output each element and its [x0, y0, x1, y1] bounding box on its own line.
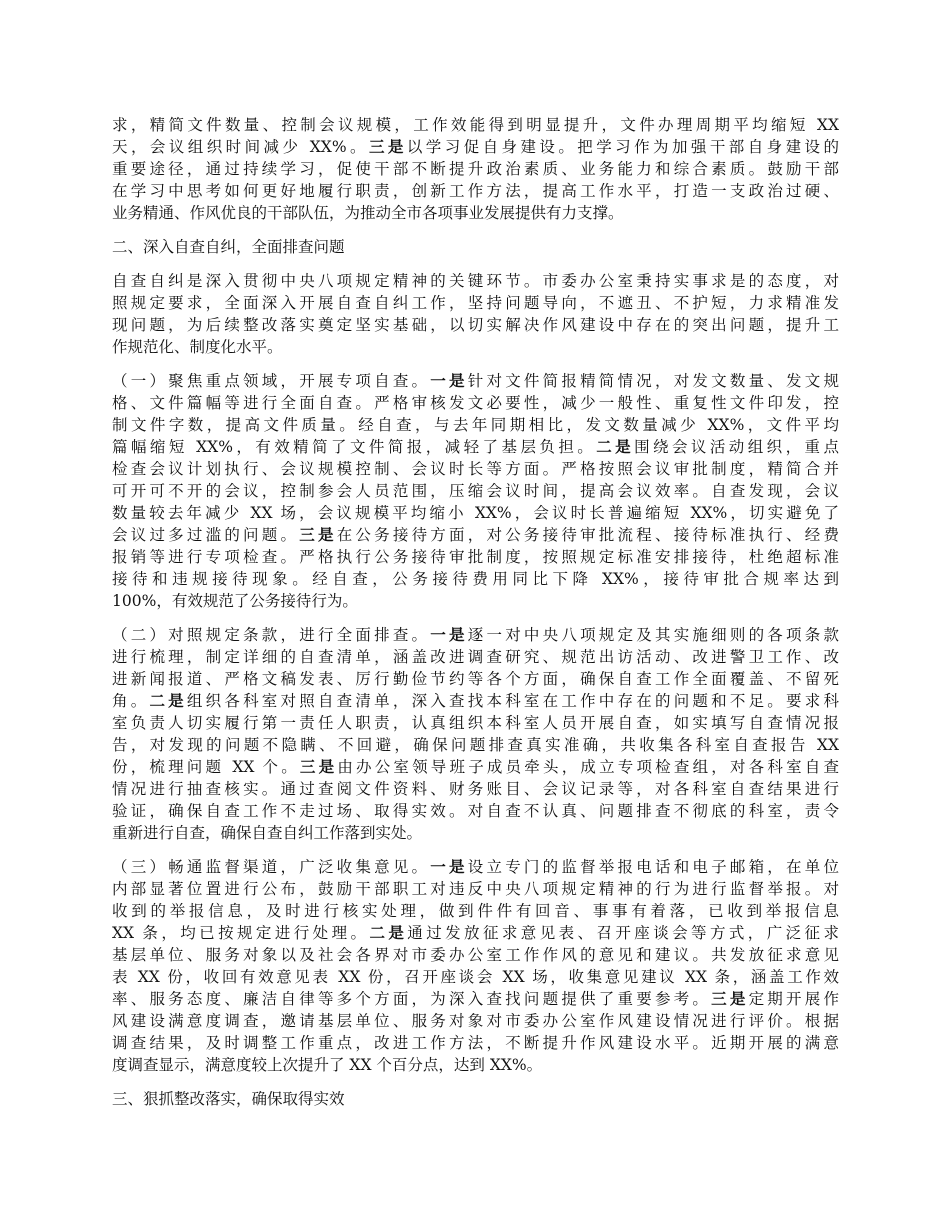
text-line	[112, 370, 839, 392]
body-paragraph	[112, 370, 839, 612]
text-run: 告，对发现的问题不隐瞒、不回避，确保问题排查真实准确，共收集各科室自查报告 XX	[112, 736, 839, 754]
text-line	[112, 546, 839, 568]
section-heading	[112, 236, 839, 258]
emphasis-text: 二是	[149, 691, 187, 710]
text-line	[112, 756, 839, 778]
text-run: 三、狠抓整改落实，确保取得实效	[112, 1090, 345, 1108]
text-line	[112, 1032, 839, 1054]
text-run: 角。	[112, 692, 150, 710]
text-line	[112, 480, 839, 502]
text-run: 调查结果，及时调整工作重点，改进工作方法，不断提升作风建设水平。近期开展的满意	[112, 1034, 839, 1052]
text-run: 通过发放征求意见表、召开座谈会等方式，广泛征求	[407, 924, 839, 942]
text-line	[112, 878, 839, 900]
text-run: 份，梳理问题 XX 个。	[112, 758, 300, 776]
text-line	[112, 734, 839, 756]
text-line	[112, 136, 839, 158]
text-line	[112, 690, 839, 712]
emphasis-text: 三是	[299, 525, 337, 544]
text-line	[112, 778, 839, 800]
text-line	[112, 624, 839, 646]
text-run: 度调查显示，满意度较上次提升了 XX 个百分点，达到 XX%。	[112, 1056, 543, 1074]
emphasis-text: 一是	[430, 625, 468, 644]
text-run: 由办公室领导班子成员牵头，成立专项检查组，对各科室自查	[337, 758, 839, 776]
text-line	[112, 1054, 839, 1076]
text-line	[112, 800, 839, 822]
text-line	[112, 502, 839, 524]
text-line	[112, 202, 839, 224]
text-line	[112, 668, 839, 690]
text-run: 验证，确保自查工作不走过场、取得实效。对自查不认真、问题排查不彻底的科室，责令	[112, 802, 839, 820]
text-run: 接待和违规接待现象。经自查，公务接待费用同比下降 XX%，接待审批合规率达到	[112, 570, 839, 588]
text-run: 逐一对中央八项规定及其实施细则的各项条款	[467, 626, 839, 644]
text-line	[112, 822, 839, 844]
text-run: 作规范化、制度化水平。	[112, 338, 283, 356]
text-line	[112, 856, 839, 878]
text-line	[112, 292, 839, 314]
body-paragraph	[112, 270, 839, 358]
text-line	[112, 336, 839, 358]
text-run: 进新闻报道、严格文稿发表、厉行勤俭节约等各个方面，确保自查工作全面覆盖、不留死	[112, 670, 839, 688]
text-line	[112, 270, 839, 292]
emphasis-text: 一是	[430, 857, 468, 876]
text-run: 以学习促自身建设。把学习作为加强干部自身建设的	[406, 138, 839, 156]
emphasis-text: 二是	[369, 923, 408, 942]
text-line	[112, 590, 839, 612]
text-run: 可开可不开的会议，控制参会人员范围，压缩会议时间，提高会议效率。自查发现，会议	[112, 482, 839, 500]
text-run: 室负责人切实履行第一责任人职责，认真组织本科室人员开展自查，如实填写自查情况报	[112, 714, 839, 732]
text-line	[112, 314, 839, 336]
text-run: XX 条，均已按规定进行处理。	[112, 924, 370, 942]
text-run: 重新进行自查，确保自查自纠工作落到实处。	[112, 824, 423, 842]
text-run: 重要途径，通过持续学习，促使干部不断提升政治素质、业务能力和综合素质。鼓励干部	[112, 160, 839, 178]
emphasis-text: 二是	[596, 437, 635, 456]
text-run: 现问题，为后续整改落实奠定坚实基础，以切实解决作风建设中存在的突出问题，提升工	[112, 316, 839, 334]
text-line	[112, 114, 839, 136]
text-line	[112, 712, 839, 734]
section-heading	[112, 1088, 839, 1110]
text-run: 100%，有效规范了公务接待行为。	[112, 592, 358, 610]
text-run: （二）对照规定条款，进行全面排查。	[112, 626, 431, 644]
emphasis-text: 三是	[368, 137, 407, 156]
text-run: 自查自纠是深入贯彻中央八项规定精神的关键环节。市委办公室秉持实事求是的态度，对	[112, 272, 839, 290]
text-run: 二、深入自查自纠，全面排查问题	[112, 238, 345, 256]
text-run: 情况进行抽查核实。通过查阅文件资料、财务账目、会议记录等，对各科室自查结果进行	[112, 780, 839, 798]
text-line	[112, 1010, 839, 1032]
text-line	[112, 458, 839, 480]
text-run: 报销等进行专项检查。严格执行公务接待审批制度，按照规定标准安排接待，杜绝超标准	[112, 548, 839, 566]
emphasis-text: 三是	[299, 757, 338, 776]
text-run: 组织各科室对照自查清单，深入查找本科室在工作中存在的问题和不足。要求科	[186, 692, 839, 710]
text-line	[112, 392, 839, 414]
text-run: 篇幅缩短 XX%，有效精简了文件简报，减轻了基层负担。	[112, 438, 597, 456]
text-run: 针对文件简报精简情况，对发文数量、发文规	[467, 372, 839, 390]
text-run: 业务精通、作风优良的干部队伍，为推动全市各项事业发展提供有力支撑。	[112, 204, 624, 222]
text-run: 照规定要求，全面深入开展自查自纠工作，坚持问题导向，不遮丑、不护短，力求精准发	[112, 294, 839, 312]
text-run: 表 XX 份，收回有效意见表 XX 份，召开座谈会 XX 场，收集意见建议 XX 条，涵盖工作效	[112, 968, 839, 986]
text-run: 检查会议计划执行、会议规模控制、会议时长等方面。严格按照会议审批制度，精简合并	[112, 460, 839, 478]
body-paragraph	[112, 624, 839, 844]
text-line	[112, 944, 839, 966]
text-line	[112, 180, 839, 202]
text-line	[112, 436, 839, 458]
text-line	[112, 966, 839, 988]
text-run: 格、文件篇幅等进行全面自查。严格审核发文必要性，减少一般性、重复性文件印发，控	[112, 394, 839, 412]
text-run: 会议过多过滥的问题。	[112, 526, 300, 544]
text-run: 围绕会议活动组织，重点	[634, 438, 839, 456]
text-run: 在公务接待方面，对公务接待审批流程、接待标准执行、经费	[336, 526, 839, 544]
text-run: 求，精简文件数量、控制会议规模，工作效能得到明显提升，文件办理周期平均缩短 XX	[112, 116, 839, 134]
text-line	[112, 900, 839, 922]
text-run: 天，会议组织时间减少 XX%。	[112, 138, 369, 156]
document-body	[112, 114, 839, 1122]
text-run: 基层单位、服务对象以及社会各界对市委办公室工作作风的意见和建议。共发放征求意见	[112, 946, 839, 964]
text-run: 数量较去年减少 XX 场，会议规模平均缩小 XX%，会议时长普遍缩短 XX%，切实避免了	[112, 504, 839, 522]
text-line	[112, 524, 839, 546]
body-paragraph	[112, 856, 839, 1076]
text-run: 定期开展作	[748, 990, 839, 1008]
text-line	[112, 922, 839, 944]
emphasis-text: 三是	[711, 989, 749, 1008]
text-run: 收到的举报信息，及时进行核实处理，做到件件有回音、事事有着落，已收到举报信息	[112, 902, 839, 920]
text-run: 在学习中思考如何更好地履行职责，创新工作方法，提高工作水平，打造一支政治过硬、	[112, 182, 839, 200]
text-line	[112, 236, 839, 258]
text-line	[112, 1088, 839, 1110]
text-run: 率、服务态度、廉洁自律等多个方面，为深入查找问题提供了重要参考。	[112, 990, 712, 1008]
body-paragraph	[112, 114, 839, 224]
text-run: 内部显著位置进行公布，鼓励干部职工对违反中央八项规定精神的行为进行监督举报。对	[112, 880, 839, 898]
text-run: （三）畅通监督渠道，广泛收集意见。	[112, 858, 431, 876]
text-line	[112, 988, 839, 1010]
text-run: 风建设满意度调查，邀请基层单位、服务对象对市委办公室作风建设情况进行评价。根据	[112, 1012, 839, 1030]
text-line	[112, 414, 839, 436]
emphasis-text: 一是	[430, 371, 468, 390]
text-line	[112, 646, 839, 668]
text-line	[112, 568, 839, 590]
text-run: 制文件字数，提高文件质量。经自查，与去年同期相比，发文数量减少 XX%，文件平均	[112, 416, 839, 434]
text-run: （一）聚焦重点领域，开展专项自查。	[112, 372, 431, 390]
text-line	[112, 158, 839, 180]
text-run: 设立专门的监督举报电话和电子邮箱，在单位	[467, 858, 839, 876]
text-run: 进行梳理，制定详细的自查清单，涵盖改进调查研究、规范出访活动、改进警卫工作、改	[112, 648, 839, 666]
